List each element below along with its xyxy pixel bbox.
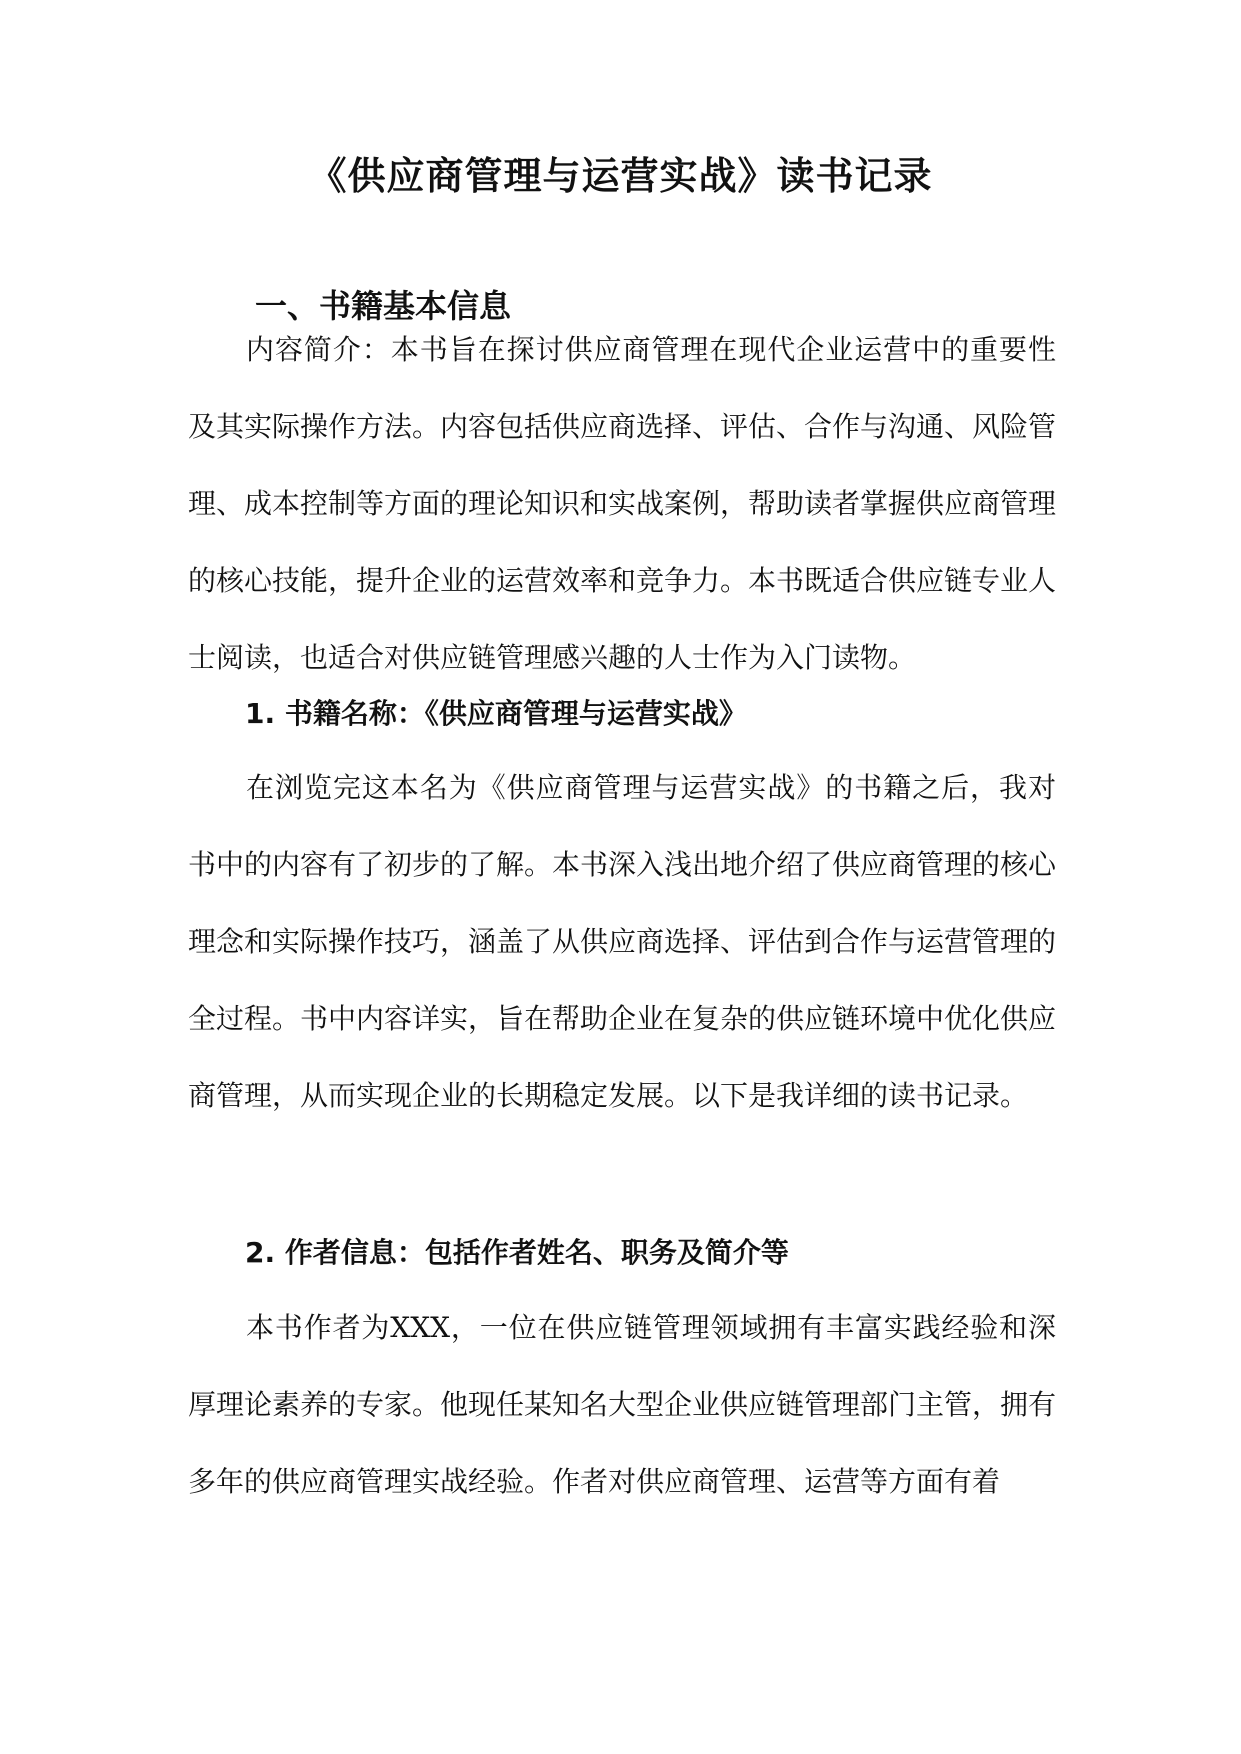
intro-paragraph: 内容简介：本书旨在探讨供应商管理在现代企业运营中的重要性及其实际操作方法。内容包括供应商选择、评估、合作与沟通、风险管理、成本控制等方面的理论知识和实战案例，帮助读者掌握供应商管理的核心技能，提升企业的运营效率和竞争力。本书既适合供应链专业人士阅读，也适合对供应链管理感兴趣的人士作为入门读物。 [188,333,1057,674]
book-name-paragraph: 在浏览完这本名为《供应商管理与运营实战》的书籍之后，我对书中的内容有了初步的了解。本书深入浅出地介绍了供应商管理的核心理念和实际操作技巧，涵盖了从供应商选择、评估到合作与运营管理的全过程。书中内容详实，旨在帮助企业在复杂的供应链环境中优化供应商管理，从而实现企业的长期稳定发展。以下是我详细的读书记录。 [188,771,1057,1112]
author-info-paragraph: 本书作者为XXX，一位在供应链管理领域拥有丰富实践经验和深厚理论素养的专家。他现任某知名大型企业供应链管理部门主管，拥有多年的供应商管理实战经验。作者对供应商管理、运营等方面有着 [188,1311,1057,1498]
subheading-book-name: 1. 书籍名称：《供应商管理与运营实战》 [245,697,747,730]
subheading-author-info: 2. 作者信息：包括作者姓名、职务及简介等 [245,1236,789,1269]
section-heading-basic-info: 一、书籍基本信息 [255,287,512,325]
document-title: 《供应商管理与运营实战》读书记录 [308,153,933,198]
